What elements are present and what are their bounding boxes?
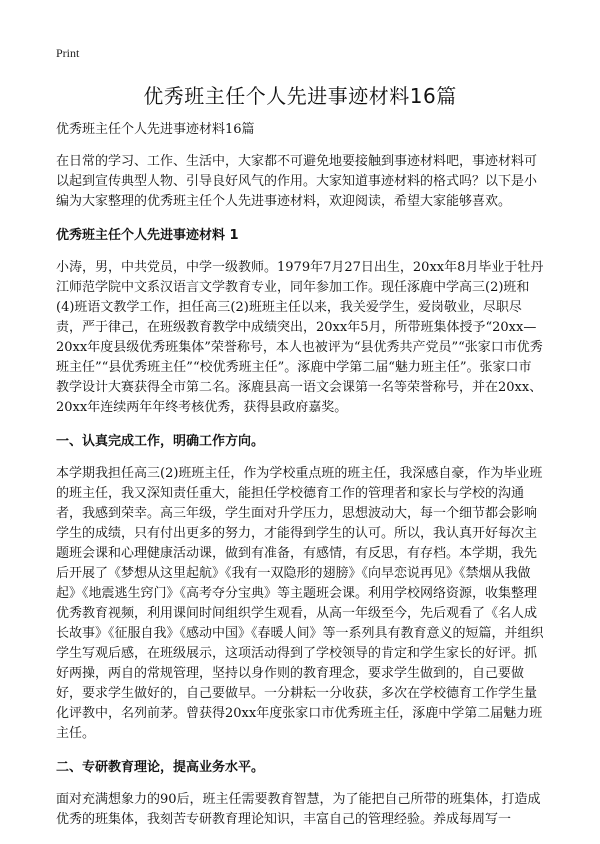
page-title: 优秀班主任个人先进事迹材料16篇	[143, 84, 457, 108]
section-heading-2: 一、认真完成工作，明确工作方向。	[56, 434, 265, 449]
section-paragraph-3: 面对充满想象力的90后，班主任需要教育智慧，为了能把自己所带的班集体，打造成优秀的班集体，我刻苦专研教育理论知识，丰富自己的管理经验。养成每周写一	[56, 792, 541, 827]
section-paragraph-2: 本学期我担任高三(2)班班主任，作为学校重点班的班主任，我深感自豪，作为毕业班的班主任，我又深知责任重大，能担任学校德育工作的管理者和家长与学校的沟通者，我感到荣幸。高三年级，学生面对升学压力，思想波动大，每一个细节都会影响学生的成绩，只有付出更多的努力，才能得到学生的认可。所以，我认真开好每次主题班会课和心理健康活动课，做到有准备，有感情，有反思，有存档。本学期，我先后开展了《梦想从这里起航》《我有一双隐形的翅膀》《向早恋说再见》《禁烟从我做起》《地震逃生窍门》《高考夺分宝典》等主题班会课。利用学校网络资源，收集整理优秀教育视频，利用课间时间组织学生观看，从高一年级至今，先后观看了《名人成长故事》《征服自我》《感动中国》《春暖人间》等一系列具有教育意义的短篇，并组织学生写观后感，在班级展示，这项活动得到了学校领导的肯定和学生家长的好评。抓好两操，两自的常规管理，坚持以身作则的教育理念，要求学生做到的，自己要做好，要求学生做好的，自己要做早。一分耕耘一分收获，多次在学校德育工作学生量化评教中，名列前茅。曾获得20xx年度张家口市优秀班主任，涿鹿中学第二届魅力班主任。	[56, 466, 544, 741]
section-heading-3: 二、专研教育理论，提高业务水平。	[56, 760, 265, 775]
intro-paragraph: 在日常的学习、工作、生活中，大家都不可避免地要接触到事迹材料吧，事迹材料可以起到宣传典型人物、引导良好风气的作用。大家知道事迹材料的格式吗？以下是小编为大家整理的优秀班主任个人先进事迹材料，欢迎阅读，希望大家能够喜欢。	[56, 154, 538, 209]
section-paragraph-1: 小涛，男，中共党员，中学一级教师。1979年7月27日出生，20xx年8月毕业于牡丹江师范学院中文系汉语言文学教育专业，同年参加工作。现任涿鹿中学高三(2)班和(4)班语文教学工作，担任高三(2)班班主任以来，我关爱学生，爱岗敬业，尽职尽责，严于律己，在班级教育教学中成绩突出，20xx年5月，所带班集体授予“20xx—20xx年度县级优秀班集体”荣誉称号，本人也被评为“县优秀共产党员”“张家口市优秀班主任”“县优秀班主任”“校优秀班主任”。涿鹿中学第二届“魅力班主任”。张家口市教学设计大赛获得全市第二名。涿鹿县高一语文会课第一名等荣誉称号，并在20xx、20xx年连续两年年终考核优秀，获得县政府嘉奖。	[56, 260, 544, 415]
document-subtitle: 优秀班主任个人先进事迹材料16篇	[56, 122, 255, 137]
print-label[interactable]: Print	[56, 46, 80, 60]
section-heading-1: 优秀班主任个人先进事迹材料 1	[56, 228, 239, 243]
document-body	[56, 120, 544, 844]
